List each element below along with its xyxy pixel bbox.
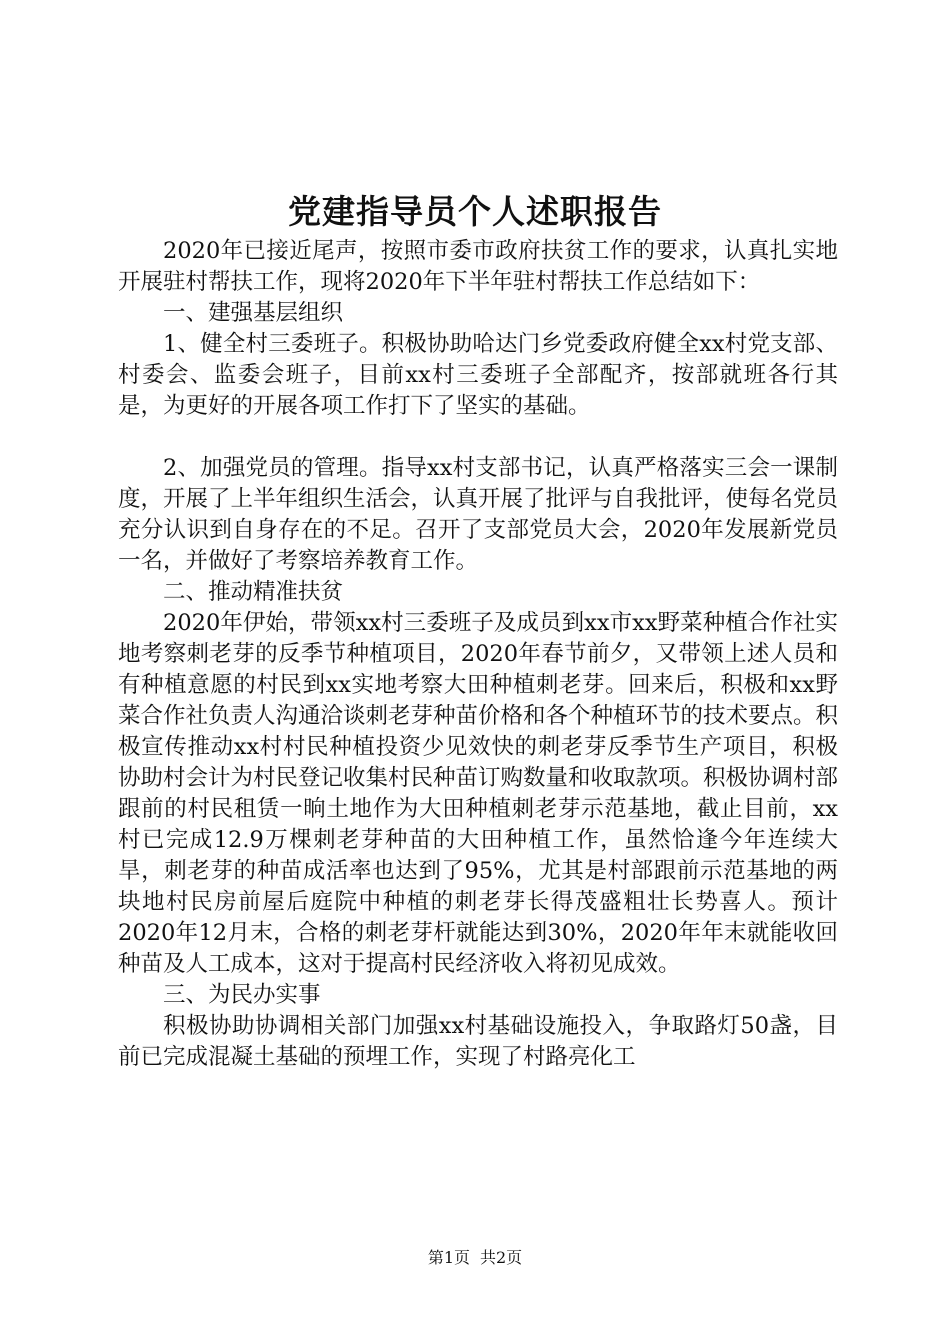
paragraph-spacer bbox=[118, 422, 838, 453]
paragraph-1-2: 2、加强党员的管理。指导xx村支部书记，认真严格落实三会一课制度，开展了上半年组织生活会，认真开展了批评与自我批评，使每名党员充分认识到自身存在的不足。召开了支部党员大会，2020年发展新党员一名，并做好了考察培养教育工作。 bbox=[118, 455, 839, 574]
section-heading-3: 三、为民办实事 bbox=[163, 982, 321, 1008]
paragraph-1-1: 1、健全村三委班子。积极协助哈达门乡党委政府健全xx村党支部、村委会、监委会班子，目前xx村三委班子全部配齐，按部就班各行其是，为更好的开展各项工作打下了坚实的基础。 bbox=[118, 331, 838, 419]
paragraph-3: 积极协助协调相关部门加强xx村基础设施投入，争取路灯50盏，目前已完成混凝土基础的预埋工作，实现了村路亮化工 bbox=[118, 1013, 838, 1070]
page-total: 共2页 bbox=[480, 1248, 523, 1267]
section-heading-1: 一、建强基层组织 bbox=[163, 300, 344, 326]
document-body bbox=[118, 236, 838, 1073]
intro-paragraph: 2020年已接近尾声，按照市委市政府扶贫工作的要求，认真扎实地开展驻村帮扶工作，现将2020年下半年驻村帮扶工作总结如下： bbox=[118, 238, 838, 295]
page-number: 第1页 bbox=[427, 1248, 470, 1267]
page-footer bbox=[0, 1245, 950, 1268]
section-heading-2: 二、推动精准扶贫 bbox=[163, 579, 344, 605]
document-title: 党建指导员个人述职报告 bbox=[288, 192, 662, 231]
paragraph-2: 2020年伊始，带领xx村三委班子及成员到xx市xx野菜种植合作社实地考察刺老芽的反季节种植项目，2020年春节前夕，又带领上述人员和有种植意愿的村民到xx实地考察大田种植刺老芽。回来后，积极和xx野菜合作社负责人沟通洽谈刺老芽种苗价格和各个种植环节的技术要点。积极宣传推动xx村村民种植投资少见效快的刺老芽反季节生产项目，积极协助村会计为村民登记收集村民种苗订购数量和收取款项。积极协调村部跟前的村民租赁一晌土地作为大田种植刺老芽示范基地，截止目前，xx村已完成12.9万棵刺老芽种苗的大田种植工作，虽然恰逢今年连续大旱，刺老芽的种苗成活率也达到了95%，尤其是村部跟前示范基地的两块地村民房前屋后庭院中种植的刺老芽长得茂盛粗壮长势喜人。预计2020年12月末，合格的刺老芽杆就能达到30%，2020年年末就能收回种苗及人工成本，这对于提高村民经济收入将初见成效。 bbox=[118, 610, 839, 977]
